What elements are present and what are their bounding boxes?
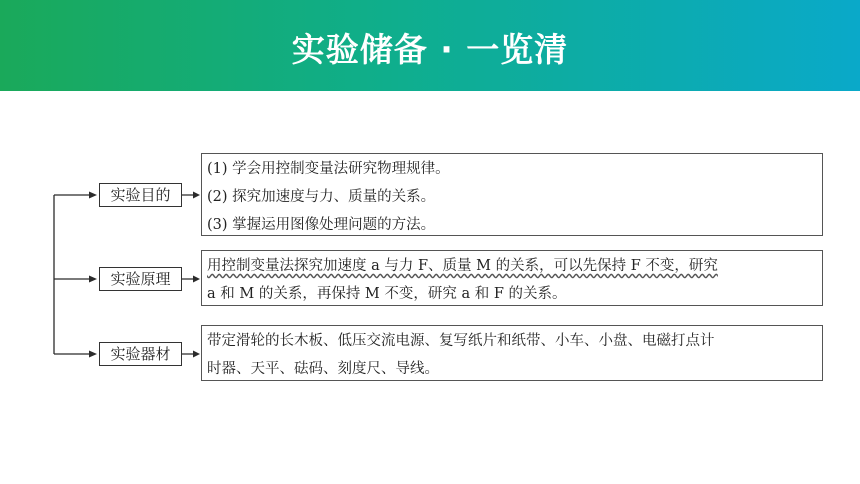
arrow-head-icon	[193, 192, 200, 199]
purpose-line-2: (2) 探究加速度与力、质量的关系。	[207, 189, 436, 205]
arrow-head-icon	[89, 351, 97, 358]
arrow-head-icon	[89, 276, 97, 283]
equipment-box	[201, 325, 823, 381]
equipment-line-2: 时器、天平、砝码、刻度尺、导线。	[207, 361, 439, 377]
purpose-box	[201, 153, 823, 236]
label-principle: 实验原理	[99, 267, 182, 291]
page-title: 实验储备 · 一览清	[291, 30, 569, 69]
label-equipment: 实验器材	[99, 342, 182, 366]
arrow-head-icon	[193, 276, 200, 283]
principle-box	[201, 250, 823, 306]
principle-line-1: 用控制变量法探究加速度 a 与力 F、质量 M 的关系，可以先保持 F 不变，研究	[207, 258, 718, 274]
arrow-head-icon	[193, 351, 200, 358]
equipment-line-1: 带定滑轮的长木板、低压交流电源、复写纸片和纸带、小车、小盘、电磁打点计	[207, 333, 715, 349]
principle-line-2: a 和 M 的关系，再保持 M 不变，研究 a 和 F 的关系。	[207, 286, 567, 302]
arrow-head-icon	[89, 192, 97, 199]
purpose-line-3: (3) 掌握运用图像处理问题的方法。	[207, 217, 436, 233]
purpose-line-1: (1) 学会用控制变量法研究物理规律。	[207, 161, 450, 177]
label-purpose: 实验目的	[99, 183, 182, 207]
